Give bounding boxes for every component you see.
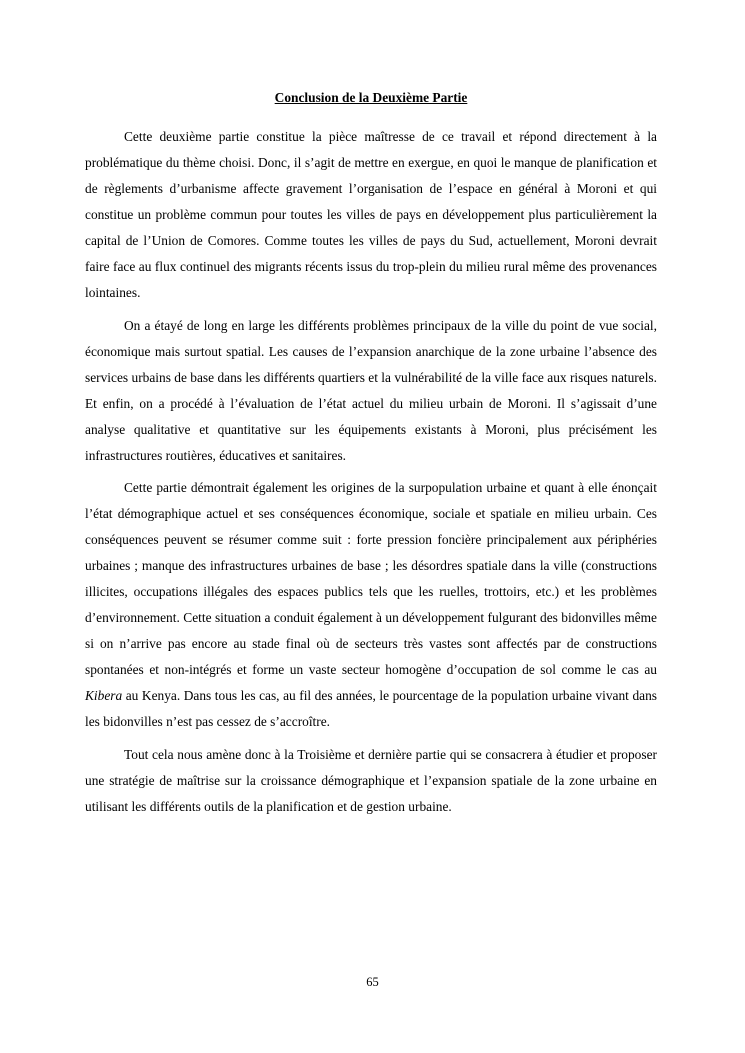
section-title: Conclusion de la Deuxième Partie — [274, 90, 468, 105]
paragraph-3-italic-term: Kibera — [85, 688, 123, 703]
paragraph-3-text-after: au Kenya. Dans tous les cas, au fil des années, le pourcentage de la population urbaine vivant dans les bidonvilles n’est pas cessez de s’accroître. — [85, 688, 657, 729]
paragraph-2: On a étayé de long en large les différents problèmes principaux de la ville du point de vue social, économique mais surtout spatial. Les causes de l’expansion anarchique de la zone urbaine l’absence des services urbains de base dans les différents quartiers et la vulnérabilité de la ville face aux risques naturels. Et enfin, on a procédé à l’évaluation de l’état actuel du milieu urbain de Moroni. Il s’agissait d’une analyse qualitative et quantitative sur les équipements existants à Moroni, plus précisément les infrastructures routières, éducatives et sanitaires. — [85, 317, 657, 463]
body-text — [85, 124, 657, 826]
paragraph-4: Tout cela nous amène donc à la Troisième et dernière partie qui se consacrera à étudier et proposer une stratégie de maîtrise sur la croissance démographique et l’expansion spatiale de la zone urbaine en utilisant les différents outils de la planification et de gestion urbaine. — [85, 746, 657, 814]
paragraph-1: Cette deuxième partie constitue la pièce maîtresse de ce travail et répond directement à la problématique du thème choisi. Donc, il s’agit de mettre en exergue, en quoi le manque de planification et de règlements d’urbanisme affecte gravement l’organisation de l’espace en général à Moroni et qui constitue un problème commun pour toutes les villes de pays en développement plus particulièrement la capital de l’Union de Comores. Comme toutes les villes de pays du Sud, actuellement, Moroni devrait faire face au flux continuel des migrants récents issus du trop-plein du milieu rural même des provenances lointaines. — [85, 129, 657, 300]
page-number: 65 — [366, 975, 379, 989]
paragraph-3-text-before: Cette partie démontrait également les origines de la surpopulation urbaine et quant à elle énonçait l’état démographique actuel et ses conséquences économique, sociale et spatiale en milieu urbain. Ces conséquences peuvent se résumer comme suit : forte pression foncière principalement aux périphéries urbaines ; manque des infrastructures urbaines de base ; les désordres spatiale dans la ville (constructions illicites, occupations illégales des espaces publics tels que les ruelles, trottoirs, etc.) et les problèmes d’environnement. Cette situation a conduit également à un développement fulgurant des bidonvilles même si on n’arrive pas encore au stade final où de secteurs très vastes sont affectés par de constructions spontanées et non-intégrés et forme un vaste secteur homogène d’occupation de sol comme le cas au — [85, 480, 657, 677]
paragraph-3 — [85, 475, 657, 735]
